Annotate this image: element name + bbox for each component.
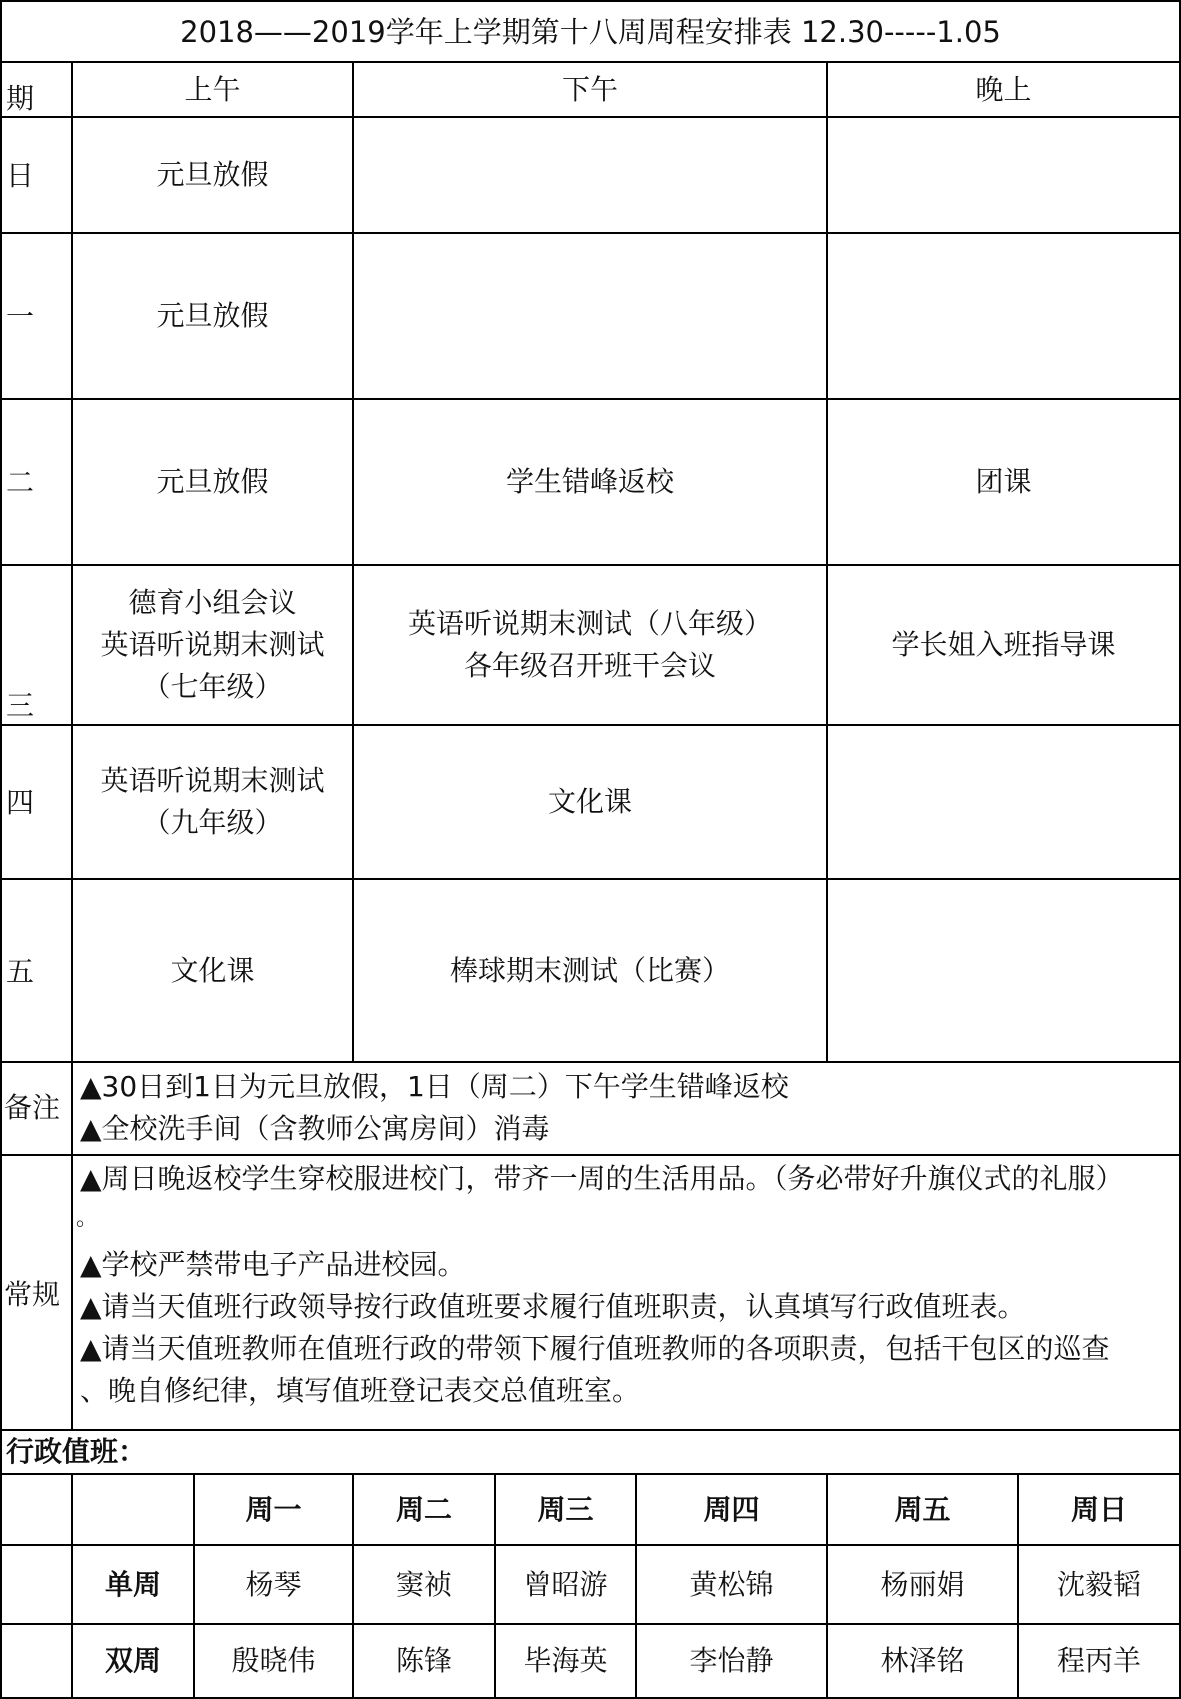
cell-line: 元旦放假: [156, 299, 269, 332]
page-title: 2018——2019学年上学期第十八周周程安排表 12.30-----1.05: [180, 14, 1001, 49]
grid-line: [0, 0, 2, 1699]
routine-label: 常规: [4, 1278, 61, 1311]
routine-line: ▲请当天值班行政领导按行政值班要求履行值班职责，认真填写行政值班表。: [80, 1290, 1026, 1323]
day-label: 日: [6, 159, 35, 192]
routine-line: 、晚自修纪律，填写值班登记表交总值班室。: [80, 1374, 641, 1407]
grid-line: [0, 1061, 1181, 1063]
remarks-line: ▲30日到1日为元旦放假，1日（周二）下午学生错峰返校: [80, 1070, 789, 1103]
cell-line: （九年级）: [142, 806, 283, 839]
afternoon-cell: [354, 566, 826, 724]
cell-line: （七年级）: [142, 670, 283, 703]
duty-title: 行政值班：: [6, 1435, 147, 1468]
afternoon-cell: [354, 400, 826, 564]
grid-line: [0, 1429, 1181, 1431]
morning-cell: [73, 880, 352, 1061]
morning-cell: [73, 726, 352, 878]
header-morning: 上午: [184, 72, 241, 106]
day-label: 二: [6, 466, 35, 499]
day-label: 三: [6, 689, 35, 722]
duty-name: 黄松锦: [689, 1567, 774, 1601]
cell-line: 德育小组会议: [128, 586, 297, 619]
cell-line: 文化课: [170, 953, 255, 987]
cell-line: 文化课: [547, 785, 632, 818]
duty-name: 林泽铭: [880, 1644, 965, 1677]
cell-line: 学长姐入班指导课: [891, 628, 1116, 661]
header-afternoon: 下午: [561, 72, 618, 106]
morning-cell: [73, 118, 352, 232]
cell-line: 英语听说期末测试: [100, 764, 325, 797]
remarks-label: 备注: [4, 1091, 61, 1124]
day-label: 一: [6, 300, 35, 333]
cell-line: 英语听说期末测试: [100, 628, 325, 661]
duty-weekday: 周五: [894, 1492, 951, 1526]
duty-name: 程丙羊: [1056, 1644, 1141, 1677]
duty-name: 殷晓伟: [231, 1644, 316, 1677]
day-label: 五: [6, 955, 35, 988]
duty-name: 沈毅韬: [1056, 1567, 1141, 1601]
duty-name: 杨琴: [245, 1567, 302, 1601]
morning-cell: [73, 234, 352, 398]
duty-weekday: 周二: [395, 1492, 452, 1526]
duty-weekday: 周一: [245, 1492, 302, 1526]
duty-weekday: 周三: [537, 1492, 594, 1526]
duty-name: 李怡静: [689, 1644, 774, 1677]
cell-line: 各年级召开班干会议: [463, 649, 716, 682]
cell-line: 学生错峰返校: [505, 465, 674, 498]
header-evening: 晚上: [975, 72, 1032, 106]
morning-cell: [73, 400, 352, 564]
afternoon-cell: [354, 726, 826, 878]
duty-name: 杨丽娟: [880, 1567, 965, 1601]
routine-line: ▲周日晚返校学生穿校服进校门，带齐一周的生活用品。（务必带好升旗仪式的礼服）: [80, 1162, 1124, 1195]
day-label: 四: [6, 786, 35, 819]
cell-line: 团课: [975, 465, 1032, 498]
cell-line: 英语听说期末测试（八年级）: [407, 607, 772, 640]
duty-weekday: 周日: [1070, 1492, 1127, 1526]
cell-line: 元旦放假: [156, 465, 269, 498]
duty-name: 毕海英: [523, 1644, 608, 1677]
cell-line: 元旦放假: [156, 158, 269, 191]
morning-cell: [73, 566, 352, 724]
evening-cell: [828, 400, 1179, 564]
duty-name: 陈锋: [395, 1644, 452, 1677]
duty-row-label: 单周: [104, 1567, 161, 1601]
duty-name: 窦祯: [395, 1567, 452, 1601]
duty-row-label: 双周: [104, 1644, 161, 1677]
duty-weekday: 周四: [703, 1492, 760, 1526]
routine-line: ▲请当天值班教师在值班行政的带领下履行值班教师的各项职责，包括干包区的巡查: [80, 1332, 1110, 1365]
afternoon-cell: [354, 880, 826, 1061]
header-period: 期: [6, 82, 35, 115]
routine-line: 。: [76, 1206, 99, 1231]
grid-line: [0, 1154, 1181, 1156]
duty-name: 曾昭游: [523, 1567, 608, 1601]
evening-cell: [828, 566, 1179, 724]
routine-line: ▲学校严禁带电子产品进校园。: [80, 1248, 466, 1281]
cell-line: 棒球期末测试（比赛）: [449, 953, 730, 987]
remarks-line: ▲全校洗手间（含教师公寓房间）消毒: [80, 1112, 550, 1145]
